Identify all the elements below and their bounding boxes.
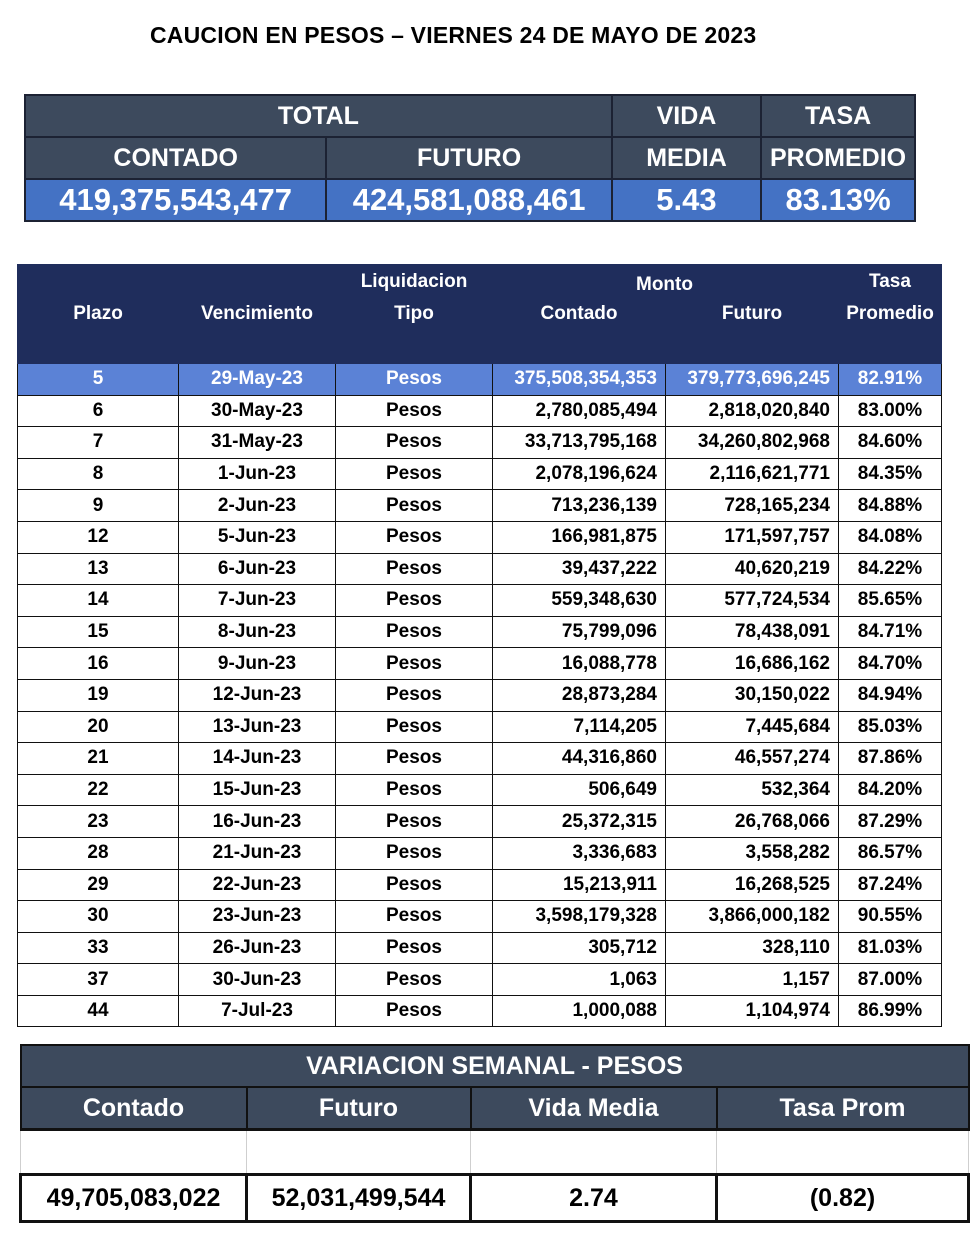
contado-cell: 3,598,179,328: [493, 901, 666, 933]
plazo-cell: 30: [18, 901, 179, 933]
plazo-cell: 15: [18, 616, 179, 648]
plazo-header-label: Plazo: [73, 303, 123, 324]
table-row: [18, 364, 942, 396]
vencimiento-cell: 12-Jun-23: [179, 679, 336, 711]
plazo-cell: 7: [18, 427, 179, 459]
futuro-cell: 16,268,525: [666, 869, 839, 901]
table-row: [18, 743, 942, 775]
plazo-header: [18, 265, 179, 364]
tasa-header-label: Tasa: [869, 271, 911, 292]
tipo-cell: Pesos: [336, 490, 493, 522]
tasa-cell: 87.86%: [839, 743, 942, 775]
promedio-header-label: Promedio: [846, 303, 934, 324]
summary-table: [24, 94, 916, 222]
futuro-cell: 728,165,234: [666, 490, 839, 522]
plazo-cell: 29: [18, 869, 179, 901]
futuro-cell: 2,818,020,840: [666, 395, 839, 427]
contado-cell: 15,213,911: [493, 869, 666, 901]
table-row: [18, 679, 942, 711]
table-row: [18, 711, 942, 743]
contado-cell: 1,000,088: [493, 995, 666, 1027]
futuro-cell: 2,116,621,771: [666, 458, 839, 490]
plazo-cell: 44: [18, 995, 179, 1027]
vida-media-value: 5.43: [612, 179, 761, 221]
vencimiento-cell: 7-Jul-23: [179, 995, 336, 1027]
futuro-cell: 78,438,091: [666, 616, 839, 648]
tasa-promedio-header: [839, 265, 942, 364]
tipo-cell: Pesos: [336, 901, 493, 933]
contado-cell: 16,088,778: [493, 648, 666, 680]
futuro-header-label: Futuro: [721, 303, 783, 324]
tipo-cell: Pesos: [336, 806, 493, 838]
futuro-cell: 171,597,757: [666, 521, 839, 553]
table-row: [18, 490, 942, 522]
weekly-futuro-value: 52,031,499,544: [247, 1175, 471, 1222]
vencimiento-cell: 15-Jun-23: [179, 774, 336, 806]
caucion-table: [17, 264, 942, 1027]
futuro-cell: 328,110: [666, 932, 839, 964]
vida-media-header-line1: VIDA: [612, 95, 761, 137]
vencimiento-cell: 8-Jun-23: [179, 616, 336, 648]
tipo-cell: Pesos: [336, 616, 493, 648]
weekly-vida-media-header: Vida Media: [471, 1087, 717, 1130]
contado-header-label: Contado: [540, 303, 618, 324]
futuro-cell: 30,150,022: [666, 679, 839, 711]
tipo-cell: Pesos: [336, 458, 493, 490]
liquidacion-tipo-header: [336, 265, 493, 364]
tasa-promedio-header-line1: TASA: [761, 95, 915, 137]
tasa-promedio-header-line2: PROMEDIO: [761, 137, 915, 179]
vencimiento-cell: 30-Jun-23: [179, 964, 336, 996]
vencimiento-header: [179, 265, 336, 364]
plazo-cell: 16: [18, 648, 179, 680]
tasa-cell: 90.55%: [839, 901, 942, 933]
blank-cell: [471, 1130, 717, 1175]
table-row: [18, 648, 942, 680]
weekly-title: VARIACION SEMANAL - PESOS: [21, 1045, 969, 1087]
plazo-cell: 6: [18, 395, 179, 427]
vencimiento-cell: 1-Jun-23: [179, 458, 336, 490]
vencimiento-cell: 30-May-23: [179, 395, 336, 427]
tipo-cell: Pesos: [336, 521, 493, 553]
tasa-cell: 85.65%: [839, 585, 942, 617]
blank-cell: [21, 1130, 247, 1175]
plazo-cell: 37: [18, 964, 179, 996]
vencimiento-cell: 21-Jun-23: [179, 837, 336, 869]
vencimiento-cell: 31-May-23: [179, 427, 336, 459]
table-row: [18, 521, 942, 553]
contado-cell: 39,437,222: [493, 553, 666, 585]
plazo-cell: 22: [18, 774, 179, 806]
vencimiento-header-label: Vencimiento: [201, 303, 313, 324]
contado-header: CONTADO: [25, 137, 326, 179]
vencimiento-cell: 9-Jun-23: [179, 648, 336, 680]
futuro-cell: 379,773,696,245: [666, 364, 839, 396]
tipo-cell: Pesos: [336, 837, 493, 869]
page-title: CAUCION EN PESOS – VIERNES 24 DE MAYO DE 2023: [150, 22, 757, 48]
contado-cell: 506,649: [493, 774, 666, 806]
tasa-cell: 87.24%: [839, 869, 942, 901]
table-row: [18, 932, 942, 964]
contado-cell: 2,780,085,494: [493, 395, 666, 427]
futuro-cell: 26,768,066: [666, 806, 839, 838]
plazo-cell: 33: [18, 932, 179, 964]
plazo-cell: 8: [18, 458, 179, 490]
contado-cell: 44,316,860: [493, 743, 666, 775]
tipo-cell: Pesos: [336, 932, 493, 964]
contado-cell: 25,372,315: [493, 806, 666, 838]
futuro-cell: 532,364: [666, 774, 839, 806]
tasa-cell: 85.03%: [839, 711, 942, 743]
table-row: [18, 774, 942, 806]
futuro-cell: 7,445,684: [666, 711, 839, 743]
tipo-header-label: Tipo: [394, 303, 434, 324]
tasa-cell: 84.88%: [839, 490, 942, 522]
futuro-cell: 46,557,274: [666, 743, 839, 775]
total-contado-value: 419,375,543,477: [25, 179, 326, 221]
tipo-cell: Pesos: [336, 995, 493, 1027]
table-row: [18, 427, 942, 459]
plazo-cell: 21: [18, 743, 179, 775]
vencimiento-cell: 23-Jun-23: [179, 901, 336, 933]
tipo-cell: Pesos: [336, 869, 493, 901]
tasa-promedio-value: 83.13%: [761, 179, 915, 221]
table-row: [18, 995, 942, 1027]
tipo-cell: Pesos: [336, 711, 493, 743]
plazo-cell: 23: [18, 806, 179, 838]
vencimiento-cell: 26-Jun-23: [179, 932, 336, 964]
blank-cell: [717, 1130, 969, 1175]
contado-cell: 3,336,683: [493, 837, 666, 869]
plazo-cell: 28: [18, 837, 179, 869]
vencimiento-cell: 6-Jun-23: [179, 553, 336, 585]
tasa-cell: 87.29%: [839, 806, 942, 838]
contado-cell: 28,873,284: [493, 679, 666, 711]
weekly-variation-table: [19, 1044, 970, 1223]
vencimiento-cell: 13-Jun-23: [179, 711, 336, 743]
tasa-cell: 84.94%: [839, 679, 942, 711]
table-row: [18, 869, 942, 901]
contado-cell: 1,063: [493, 964, 666, 996]
futuro-cell: 3,866,000,182: [666, 901, 839, 933]
contado-cell: 713,236,139: [493, 490, 666, 522]
futuro-cell: 16,686,162: [666, 648, 839, 680]
weekly-tasa-prom-header: Tasa Prom: [717, 1087, 969, 1130]
table-row: [18, 901, 942, 933]
plazo-cell: 14: [18, 585, 179, 617]
vencimiento-cell: 29-May-23: [179, 364, 336, 396]
vencimiento-cell: 7-Jun-23: [179, 585, 336, 617]
tipo-cell: Pesos: [336, 427, 493, 459]
total-header: TOTAL: [25, 95, 612, 137]
contado-cell: 305,712: [493, 932, 666, 964]
futuro-cell: 577,724,534: [666, 585, 839, 617]
tasa-cell: 87.00%: [839, 964, 942, 996]
tasa-cell: 84.20%: [839, 774, 942, 806]
weekly-contado-header: Contado: [21, 1087, 247, 1130]
table-row: [18, 806, 942, 838]
tipo-cell: Pesos: [336, 364, 493, 396]
tasa-cell: 84.35%: [839, 458, 942, 490]
contado-cell: 75,799,096: [493, 616, 666, 648]
plazo-cell: 12: [18, 521, 179, 553]
contado-cell: 559,348,630: [493, 585, 666, 617]
monto-header-label: Monto: [636, 274, 693, 295]
vencimiento-cell: 22-Jun-23: [179, 869, 336, 901]
tasa-cell: 86.57%: [839, 837, 942, 869]
tipo-cell: Pesos: [336, 395, 493, 427]
blank-cell: [247, 1130, 471, 1175]
table-body: [18, 364, 942, 1027]
tipo-cell: Pesos: [336, 774, 493, 806]
weekly-vida-media-value: 2.74: [471, 1175, 717, 1222]
futuro-cell: 40,620,219: [666, 553, 839, 585]
plazo-cell: 9: [18, 490, 179, 522]
tipo-cell: Pesos: [336, 585, 493, 617]
total-futuro-value: 424,581,088,461: [326, 179, 611, 221]
table-row: [18, 395, 942, 427]
table-row: [18, 616, 942, 648]
tasa-cell: 84.71%: [839, 616, 942, 648]
tasa-cell: 83.00%: [839, 395, 942, 427]
plazo-cell: 20: [18, 711, 179, 743]
tasa-cell: 81.03%: [839, 932, 942, 964]
weekly-contado-value: 49,705,083,022: [21, 1175, 247, 1222]
vencimiento-cell: 14-Jun-23: [179, 743, 336, 775]
tipo-cell: Pesos: [336, 964, 493, 996]
plazo-cell: 19: [18, 679, 179, 711]
contado-cell: 33,713,795,168: [493, 427, 666, 459]
futuro-cell: 1,104,974: [666, 995, 839, 1027]
tasa-cell: 84.70%: [839, 648, 942, 680]
vencimiento-cell: 2-Jun-23: [179, 490, 336, 522]
tasa-cell: 82.91%: [839, 364, 942, 396]
futuro-header: FUTURO: [326, 137, 611, 179]
contado-cell: 2,078,196,624: [493, 458, 666, 490]
contado-cell: 375,508,354,353: [493, 364, 666, 396]
table-row: [18, 837, 942, 869]
vida-media-header-line2: MEDIA: [612, 137, 761, 179]
tasa-cell: 84.22%: [839, 553, 942, 585]
weekly-futuro-header: Futuro: [247, 1087, 471, 1130]
tasa-cell: 84.60%: [839, 427, 942, 459]
table-row: [18, 585, 942, 617]
futuro-cell: 3,558,282: [666, 837, 839, 869]
futuro-cell: 34,260,802,968: [666, 427, 839, 459]
plazo-cell: 13: [18, 553, 179, 585]
tipo-cell: Pesos: [336, 648, 493, 680]
plazo-cell: 5: [18, 364, 179, 396]
table-row: [18, 553, 942, 585]
futuro-cell: 1,157: [666, 964, 839, 996]
table-row: [18, 458, 942, 490]
contado-cell: 166,981,875: [493, 521, 666, 553]
tipo-cell: Pesos: [336, 743, 493, 775]
vencimiento-cell: 16-Jun-23: [179, 806, 336, 838]
tipo-cell: Pesos: [336, 679, 493, 711]
tasa-cell: 86.99%: [839, 995, 942, 1027]
tipo-cell: Pesos: [336, 553, 493, 585]
vencimiento-cell: 5-Jun-23: [179, 521, 336, 553]
tasa-cell: 84.08%: [839, 521, 942, 553]
contado-cell: 7,114,205: [493, 711, 666, 743]
table-row: [18, 964, 942, 996]
weekly-tasa-prom-value: (0.82): [717, 1175, 969, 1222]
liquidacion-header-label: Liquidacion: [360, 271, 468, 292]
